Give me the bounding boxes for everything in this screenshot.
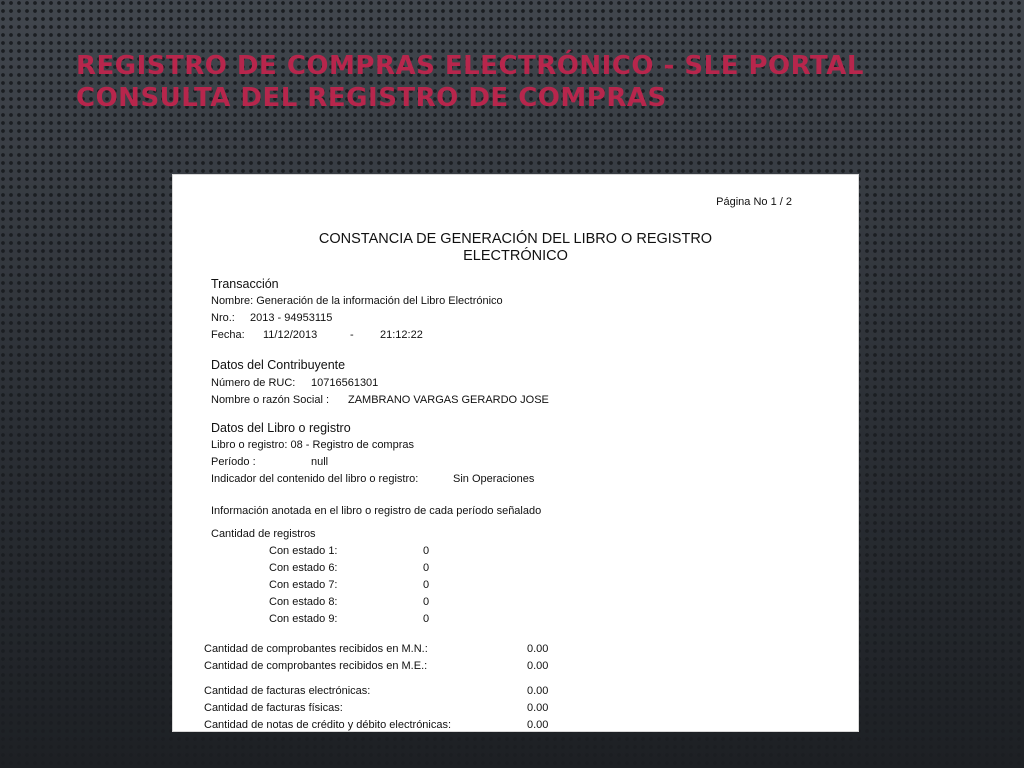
estado-value: 0 bbox=[423, 596, 430, 608]
razon-social-value: ZAMBRANO VARGAS GERARDO JOSE bbox=[348, 394, 549, 406]
document-title bbox=[173, 231, 858, 265]
razon-social-label: Nombre o razón Social : bbox=[211, 394, 329, 406]
contribuyente-heading: Datos del Contribuyente bbox=[211, 358, 346, 372]
libro-row bbox=[211, 439, 414, 451]
nro-value: 2013 - 94953115 bbox=[250, 312, 333, 324]
nombre-row bbox=[211, 295, 503, 307]
periodo-value: null bbox=[311, 456, 329, 468]
fecha-label: Fecha: bbox=[211, 329, 245, 341]
comprobantes-value: 0.00 bbox=[527, 660, 549, 672]
page-number: Página No 1 / 2 bbox=[716, 196, 792, 208]
estado-value: 0 bbox=[423, 613, 430, 625]
ruc-value: 10716561301 bbox=[311, 377, 379, 389]
estado-value: 0 bbox=[423, 545, 430, 557]
estado-label: Con estado 8: bbox=[269, 596, 338, 608]
periodo-label: Período : bbox=[211, 456, 256, 468]
comprobantes-value: 0.00 bbox=[527, 643, 549, 655]
estado-label: Con estado 9: bbox=[269, 613, 338, 625]
slide-title-line-2: CONSULTA DEL REGISTRO DE COMPRAS bbox=[76, 83, 667, 113]
estado-label: Con estado 6: bbox=[269, 562, 338, 574]
estado-label: Con estado 1: bbox=[269, 545, 338, 557]
hora-value: 21:12:22 bbox=[380, 329, 423, 341]
slide-title bbox=[76, 50, 864, 114]
indicador-label: Indicador del contenido del libro o registro: bbox=[211, 473, 419, 485]
nombre-label: Nombre: bbox=[211, 295, 254, 307]
transaccion-heading: Transacción bbox=[211, 277, 279, 291]
fecha-separator: - bbox=[350, 329, 354, 341]
nombre-value: Generación de la información del Libro Electrónico bbox=[256, 295, 503, 307]
slide-title-line-1: REGISTRO DE COMPRAS ELECTRÓNICO - SLE PORTAL bbox=[76, 51, 864, 81]
ruc-label: Número de RUC: bbox=[211, 377, 296, 389]
document-title-line-2: ELECTRÓNICO bbox=[463, 248, 568, 264]
comprobantes-label: Cantidad de comprobantes recibidos en M.N.: bbox=[204, 643, 428, 655]
facturas-label: Cantidad de facturas físicas: bbox=[204, 702, 343, 714]
libro-label: Libro o registro: bbox=[211, 439, 288, 451]
fecha-value: 11/12/2013 bbox=[263, 329, 318, 341]
libro-value: 08 - Registro de compras bbox=[290, 439, 414, 451]
facturas-label: Cantidad de facturas electrónicas: bbox=[204, 685, 371, 697]
facturas-value: 0.00 bbox=[527, 719, 549, 731]
libro-heading: Datos del Libro o registro bbox=[211, 421, 351, 435]
comprobantes-label: Cantidad de comprobantes recibidos en M.E.: bbox=[204, 660, 428, 672]
document-screenshot bbox=[173, 175, 858, 731]
estado-value: 0 bbox=[423, 579, 430, 591]
estado-label: Con estado 7: bbox=[269, 579, 338, 591]
facturas-value: 0.00 bbox=[527, 702, 549, 714]
document-title-line-1: CONSTANCIA DE GENERACIÓN DEL LIBRO O REGISTRO bbox=[318, 231, 713, 247]
facturas-label: Cantidad de notas de crédito y débito electrónicas: bbox=[204, 719, 452, 731]
indicador-value: Sin Operaciones bbox=[453, 473, 535, 485]
cantidad-registros-heading: Cantidad de registros bbox=[211, 528, 316, 540]
info-heading: Información anotada en el libro o registro de cada período señalado bbox=[211, 505, 542, 517]
facturas-value: 0.00 bbox=[527, 685, 549, 697]
nro-label: Nro.: bbox=[211, 312, 235, 324]
estado-value: 0 bbox=[423, 562, 430, 574]
